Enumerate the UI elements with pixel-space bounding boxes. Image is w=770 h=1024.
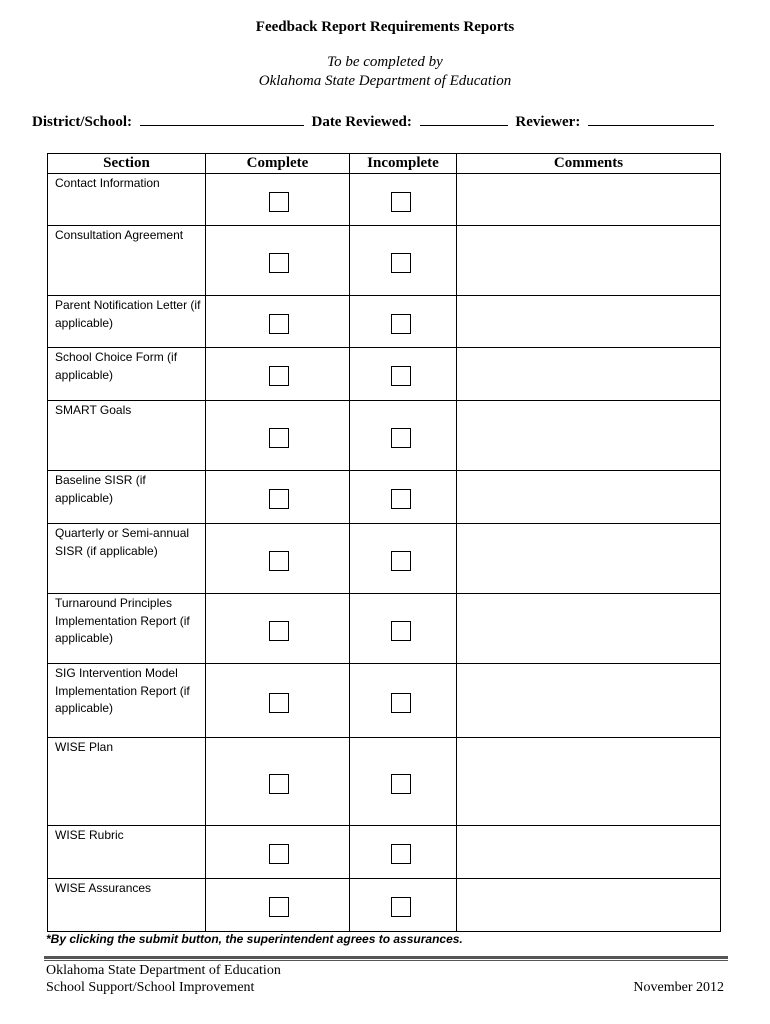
comments-field[interactable] xyxy=(456,594,720,663)
table-row xyxy=(48,225,720,295)
table-row xyxy=(48,347,720,400)
table-row xyxy=(48,878,720,931)
complete-cell xyxy=(205,348,349,400)
complete-cell xyxy=(205,296,349,347)
complete-cell xyxy=(205,879,349,931)
footer-divider xyxy=(44,956,728,959)
incomplete-cell xyxy=(349,524,456,593)
incomplete-cell xyxy=(349,471,456,523)
form-fields xyxy=(32,112,732,131)
comments-field[interactable] xyxy=(456,471,720,523)
complete-cell xyxy=(205,826,349,878)
complete-checkbox[interactable] xyxy=(269,489,289,509)
incomplete-checkbox[interactable] xyxy=(391,366,411,386)
section-label: WISE Plan xyxy=(55,740,114,754)
complete-checkbox[interactable] xyxy=(269,314,289,334)
column-header-complete: Complete xyxy=(205,154,349,173)
requirements-table xyxy=(47,153,721,932)
incomplete-cell xyxy=(349,401,456,470)
complete-cell xyxy=(205,738,349,825)
table-row xyxy=(48,825,720,878)
incomplete-checkbox[interactable] xyxy=(391,693,411,713)
incomplete-cell xyxy=(349,879,456,931)
complete-checkbox[interactable] xyxy=(269,192,289,212)
section-label: Contact Information xyxy=(55,176,160,190)
incomplete-checkbox[interactable] xyxy=(391,621,411,641)
comments-field[interactable] xyxy=(456,664,720,737)
complete-cell xyxy=(205,664,349,737)
complete-checkbox[interactable] xyxy=(269,253,289,273)
comments-field[interactable] xyxy=(456,879,720,931)
complete-checkbox[interactable] xyxy=(269,693,289,713)
complete-checkbox[interactable] xyxy=(269,897,289,917)
incomplete-cell xyxy=(349,664,456,737)
district-school-field[interactable] xyxy=(140,112,304,126)
section-label: Parent Notification Letter (if applicable) xyxy=(55,298,201,330)
column-header-incomplete: Incomplete xyxy=(349,154,456,173)
section-label: WISE Rubric xyxy=(55,828,124,842)
footer-divider-thin xyxy=(44,960,728,961)
incomplete-checkbox[interactable] xyxy=(391,314,411,334)
section-label: School Choice Form (if applicable) xyxy=(55,350,178,382)
table-row xyxy=(48,663,720,737)
section-label: Turnaround Principles Implementation Report (if applicable) xyxy=(55,596,190,645)
incomplete-cell xyxy=(349,296,456,347)
incomplete-checkbox[interactable] xyxy=(391,897,411,917)
section-label: Quarterly or Semi-annual SISR (if applicable) xyxy=(55,526,190,558)
section-label: SIG Intervention Model Implementation Report (if applicable) xyxy=(55,666,190,715)
assurance-note: *By clicking the submit button, the superintendent agrees to assurances. xyxy=(46,932,463,946)
complete-checkbox[interactable] xyxy=(269,621,289,641)
footer-org: Oklahoma State Department of Education xyxy=(46,963,281,978)
table-row xyxy=(48,173,720,225)
incomplete-checkbox[interactable] xyxy=(391,551,411,571)
footer-date: November 2012 xyxy=(633,980,724,995)
table-row xyxy=(48,523,720,593)
date-reviewed-label: Date Reviewed: xyxy=(311,114,412,130)
table-header-row xyxy=(48,154,720,173)
table-row xyxy=(48,295,720,347)
section-label: WISE Assurances xyxy=(55,881,152,895)
comments-field[interactable] xyxy=(456,348,720,400)
page-title: Feedback Report Requirements Reports xyxy=(255,19,515,35)
date-reviewed-field[interactable] xyxy=(420,112,508,126)
section-label: SMART Goals xyxy=(55,403,132,417)
complete-cell xyxy=(205,226,349,295)
incomplete-checkbox[interactable] xyxy=(391,253,411,273)
complete-cell xyxy=(205,471,349,523)
complete-checkbox[interactable] xyxy=(269,774,289,794)
incomplete-cell xyxy=(349,594,456,663)
comments-field[interactable] xyxy=(456,401,720,470)
table-row xyxy=(48,593,720,663)
footer-dept: School Support/School Improvement xyxy=(46,980,255,995)
incomplete-checkbox[interactable] xyxy=(391,489,411,509)
incomplete-checkbox[interactable] xyxy=(391,844,411,864)
complete-cell xyxy=(205,594,349,663)
complete-cell xyxy=(205,524,349,593)
incomplete-checkbox[interactable] xyxy=(391,774,411,794)
reviewer-field[interactable] xyxy=(588,112,714,126)
comments-field[interactable] xyxy=(456,524,720,593)
district-school-label: District/School: xyxy=(32,114,132,130)
incomplete-cell xyxy=(349,826,456,878)
incomplete-cell xyxy=(349,738,456,825)
complete-cell xyxy=(205,401,349,470)
subtitle-line-1: To be completed by xyxy=(327,54,443,70)
incomplete-checkbox[interactable] xyxy=(391,192,411,212)
incomplete-cell xyxy=(349,174,456,225)
reviewer-label: Reviewer: xyxy=(515,114,581,130)
complete-checkbox[interactable] xyxy=(269,551,289,571)
complete-cell xyxy=(205,174,349,225)
comments-field[interactable] xyxy=(456,174,720,225)
section-label: Consultation Agreement xyxy=(55,228,184,242)
table-row xyxy=(48,737,720,825)
table-row xyxy=(48,470,720,523)
complete-checkbox[interactable] xyxy=(269,844,289,864)
column-header-section: Section xyxy=(103,155,150,171)
subtitle-line-2: Oklahoma State Department of Education xyxy=(258,73,512,89)
column-header-comments: Comments xyxy=(456,154,720,173)
table-row xyxy=(48,400,720,470)
complete-checkbox[interactable] xyxy=(269,428,289,448)
incomplete-checkbox[interactable] xyxy=(391,428,411,448)
complete-checkbox[interactable] xyxy=(269,366,289,386)
comments-field[interactable] xyxy=(456,296,720,347)
incomplete-cell xyxy=(349,348,456,400)
comments-field[interactable] xyxy=(456,826,720,878)
section-label: Baseline SISR (if applicable) xyxy=(55,473,146,505)
incomplete-cell xyxy=(349,226,456,295)
comments-field[interactable] xyxy=(456,738,720,825)
comments-field[interactable] xyxy=(456,226,720,295)
